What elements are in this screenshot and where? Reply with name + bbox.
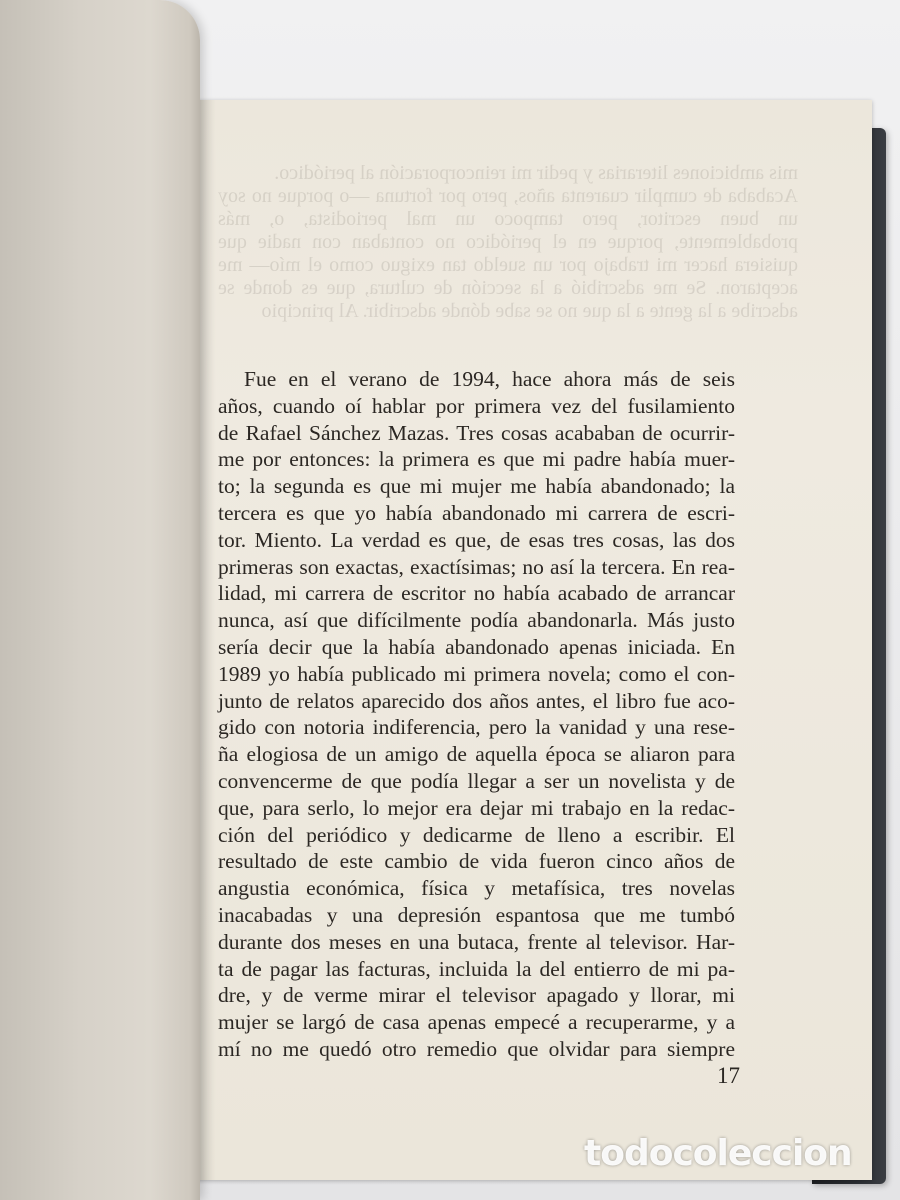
text-line: mujer se largó de casa apenas empecé a recuperarme, y a	[218, 1010, 735, 1035]
bleed-through-text: mis ambiciones literarias y pedir mi reincorporación al periódico. Acababa de cumplir cuarenta años, pero por fortuna —o porque no soy un buen escritor, pero tampoco un mal periodista, o, más probablemente, porque en el periódico no contaban con nadie que quisiera hacer mi trabajo por un sueldo tan exiguo como el mío— me aceptaron. Se me adscribió a la sección de cultura, que es donde se adscribe a la gente a la que no se sabe dónde adscribir. Al principio	[218, 162, 798, 322]
text-line: años, cuando oí hablar por primera vez del fusilamiento	[218, 393, 735, 418]
text-line: convencerme de que podía llegar a ser un novelista y de	[218, 768, 735, 793]
text-line: angustia económica, física y metafísica, tres novelas	[218, 876, 735, 901]
text-line: Fue en el verano de 1994, hace ahora más de seis	[244, 367, 735, 391]
text-line: sería decir que la había abandonado apenas iniciada. En	[218, 634, 735, 659]
left-page-curl	[0, 0, 200, 1200]
text-line: mí no me quedó otro remedio que olvidar para siempre	[218, 1036, 735, 1061]
page-number: 17	[717, 1063, 740, 1088]
text-line: junto de relatos aparecido dos años antes, el libro fue aco-	[218, 688, 735, 713]
text-line: ta de pagar las facturas, incluida la del entierro de mi pa-	[218, 956, 735, 981]
text-line: primeras son exactas, exactísimas; no así la tercera. En rea-	[218, 554, 735, 579]
text-line: dre, y de verme mirar el televisor apagado y llorar, mi	[218, 983, 735, 1008]
page-body-text	[218, 366, 735, 1063]
text-line: durante dos meses en una butaca, frente al televisor. Har-	[218, 929, 735, 954]
text-line: gido con notoria indiferencia, pero la vanidad y una rese-	[218, 715, 735, 740]
text-line: ña elogiosa de un amigo de aquella época se aliaron para	[218, 742, 735, 767]
text-line: me por entonces: la primera es que mi padre había muer-	[218, 447, 735, 472]
text-line: lidad, mi carrera de escritor no había acabado de arrancar	[218, 581, 735, 606]
text-line: de Rafael Sánchez Mazas. Tres cosas acababan de ocurrir-	[218, 420, 735, 445]
text-line: inacabadas y una depresión espantosa que me tumbó	[218, 902, 735, 927]
text-line: ción del periódico y dedicarme de lleno a escribir. El	[218, 822, 735, 847]
text-line: que, para serlo, lo mejor era dejar mi trabajo en la redac-	[218, 795, 735, 820]
watermark-logo: todocoleccion	[584, 1133, 852, 1174]
text-line: tercera es que yo había abandonado mi carrera de escri-	[218, 500, 735, 525]
text-line: resultado de este cambio de vida fueron cinco años de	[218, 849, 735, 874]
text-line: to; la segunda es que mi mujer me había abandonado; la	[218, 474, 735, 499]
text-line: nunca, así que difícilmente podía abandonarla. Más justo	[218, 608, 735, 633]
text-line: 1989 yo había publicado mi primera novela; como el con-	[218, 661, 735, 686]
text-line: tor. Miento. La verdad es que, de esas tres cosas, las dos	[218, 527, 735, 552]
